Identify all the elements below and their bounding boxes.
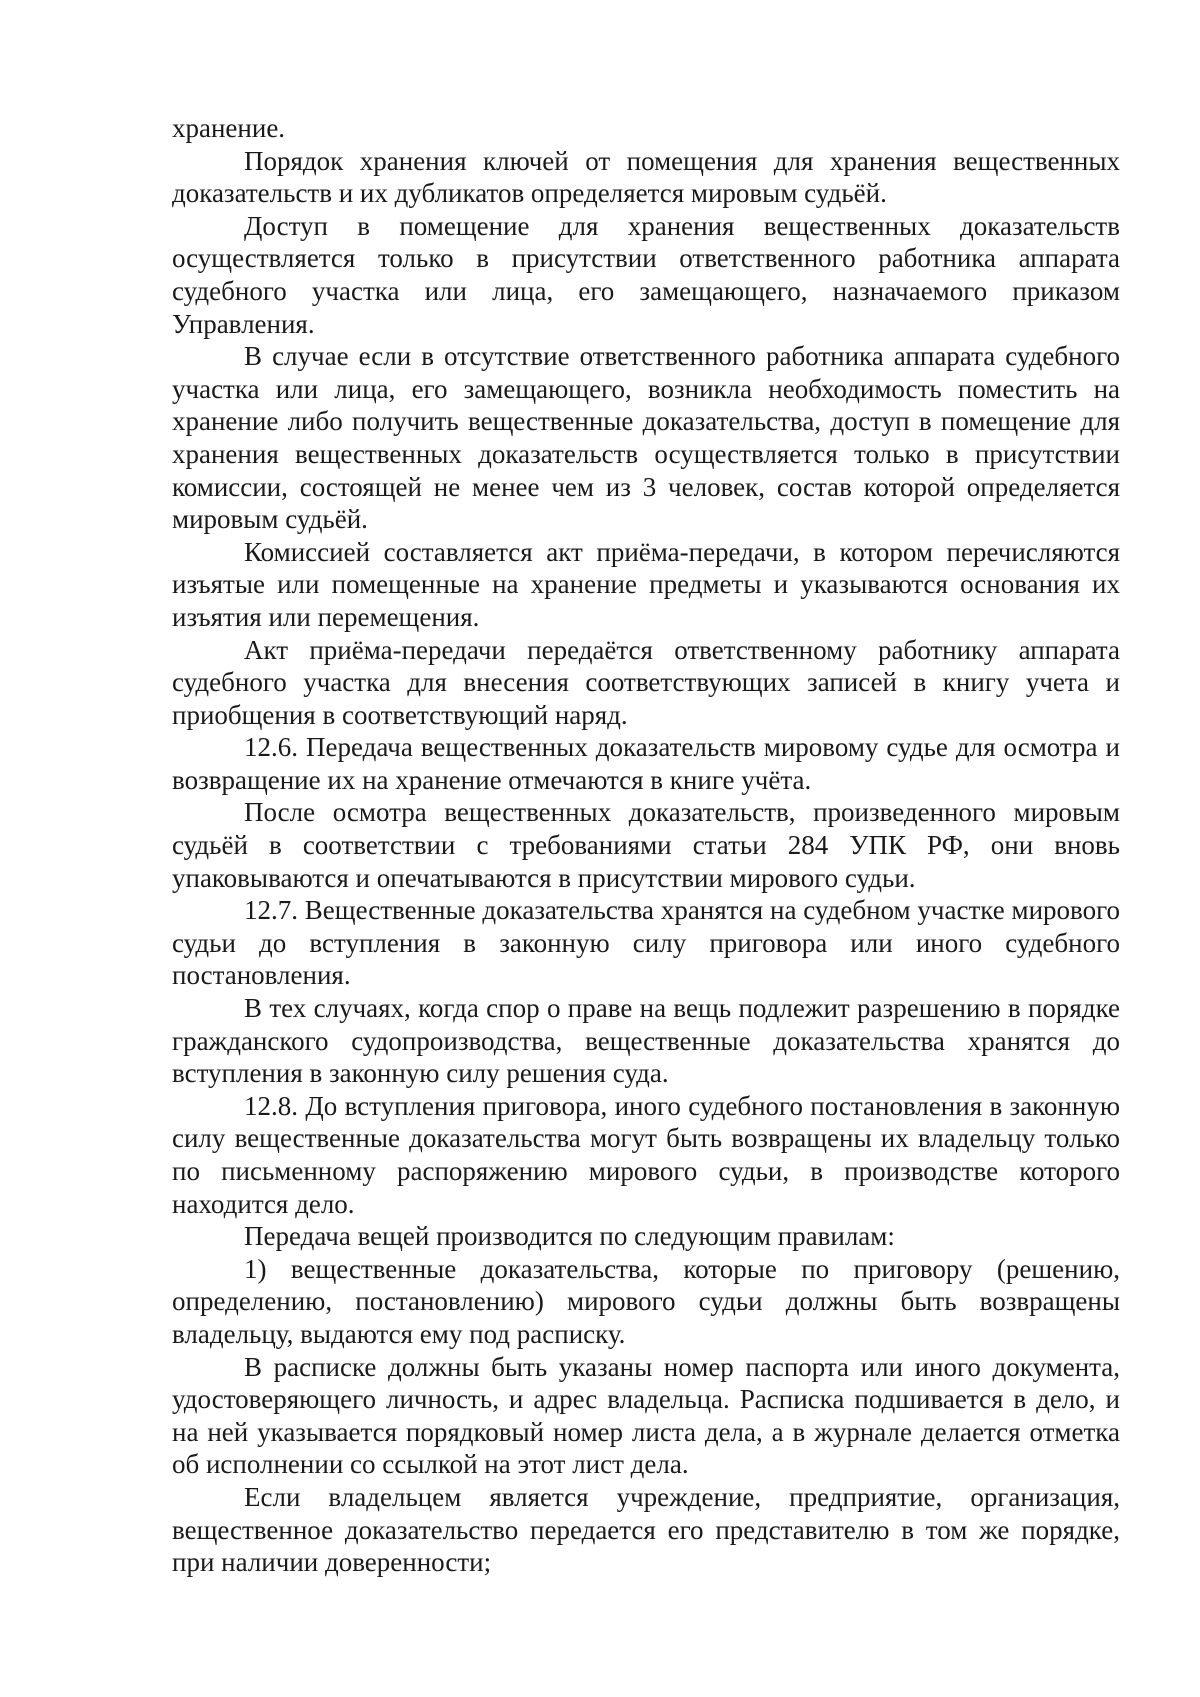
- paragraph-civil-dispute: В тех случаях, когда спор о праве на вещь подлежит разрешению в порядке гражданского судопроизводства, вещественные доказательства хранятся до вступления в законную силу решения суда.: [172, 993, 1120, 1089]
- paragraph-organization-owner: Если владельцем является учреждение, предприятие, организация, вещественное доказательство передается его представителю в том же порядке, при наличии доверенности;: [172, 1481, 1120, 1578]
- paragraph-12-7: 12.7. Вещественные доказательства хранятся на судебном участке мирового судьи до вступления в законную силу приговора или иного судебного постановления.: [172, 895, 1120, 991]
- paragraph-keys-storage: Порядок хранения ключей от помещения для хранения вещественных доказательств и их дубликатов определяется мировым судьёй.: [172, 145, 1120, 209]
- paragraph-rule-1: 1) вещественные доказательства, которые по приговору (решению, определению, постановлению) мирового судьи должны быть возвращены владельцу, выдаются ему под расписку.: [172, 1253, 1120, 1349]
- paragraph-continuation: хранение.: [172, 113, 286, 143]
- paragraph-access: Доступ в помещение для хранения вещественных доказательств осуществляется только в присутствии ответственного работника аппарата судебного участка или лица, его замещающего, назначаемого приказом Управления.: [172, 210, 1120, 339]
- paragraph-after-inspection: После осмотра вещественных доказательств, произведенного мировым судьёй в соответствии с требованиями статьи 284 УПК РФ, они вновь упаковываются и опечатываются в присутствии мирового судьи.: [172, 797, 1120, 893]
- document-page: [172, 112, 1120, 1579]
- paragraph-absence-commission: В случае если в отсутствие ответственного работника аппарата судебного участка или лица, его замещающего, возникла необходимость поместить на хранение либо получить вещественные доказательства, доступ в помещение для хранения вещественных доказательств осуществляется только в присутствии комиссии, состоящей не менее чем из 3 человек, состав которой определяется мировым судьёй.: [172, 341, 1120, 535]
- paragraph-act-transfer: Акт приёма-передачи передаётся ответственному работнику аппарата судебного участка для внесения соответствующих записей в книгу учета и приобщения в соответствующий наряд.: [172, 634, 1120, 730]
- paragraph-receipt: В расписке должны быть указаны номер паспорта или иного документа, удостоверяющего личность, и адрес владельца. Расписка подшивается в дело, и на ней указывается порядковый номер листа дела, а в журнале делается отметка об исполнении со ссылкой на этот лист дела.: [172, 1351, 1120, 1480]
- paragraph-12-6: 12.6. Передача вещественных доказательств мировому судье для осмотра и возвращение их на хранение отмечаются в книге учёта.: [172, 732, 1120, 795]
- paragraph-12-8: 12.8. До вступления приговора, иного судебного постановления в законную силу вещественные доказательства могут быть возвращены их владельцу только по письменному распоряжению мирового судьи, в производстве которого находится дело.: [172, 1090, 1120, 1219]
- paragraph-commission-act: Комиссией составляется акт приёма-передачи, в котором перечисляются изъятые или помещенные на хранение предметы и указываются основания их изъятия или перемещения.: [172, 536, 1120, 632]
- paragraph-transfer-rules: Передача вещей производится по следующим правилам:: [244, 1221, 895, 1252]
